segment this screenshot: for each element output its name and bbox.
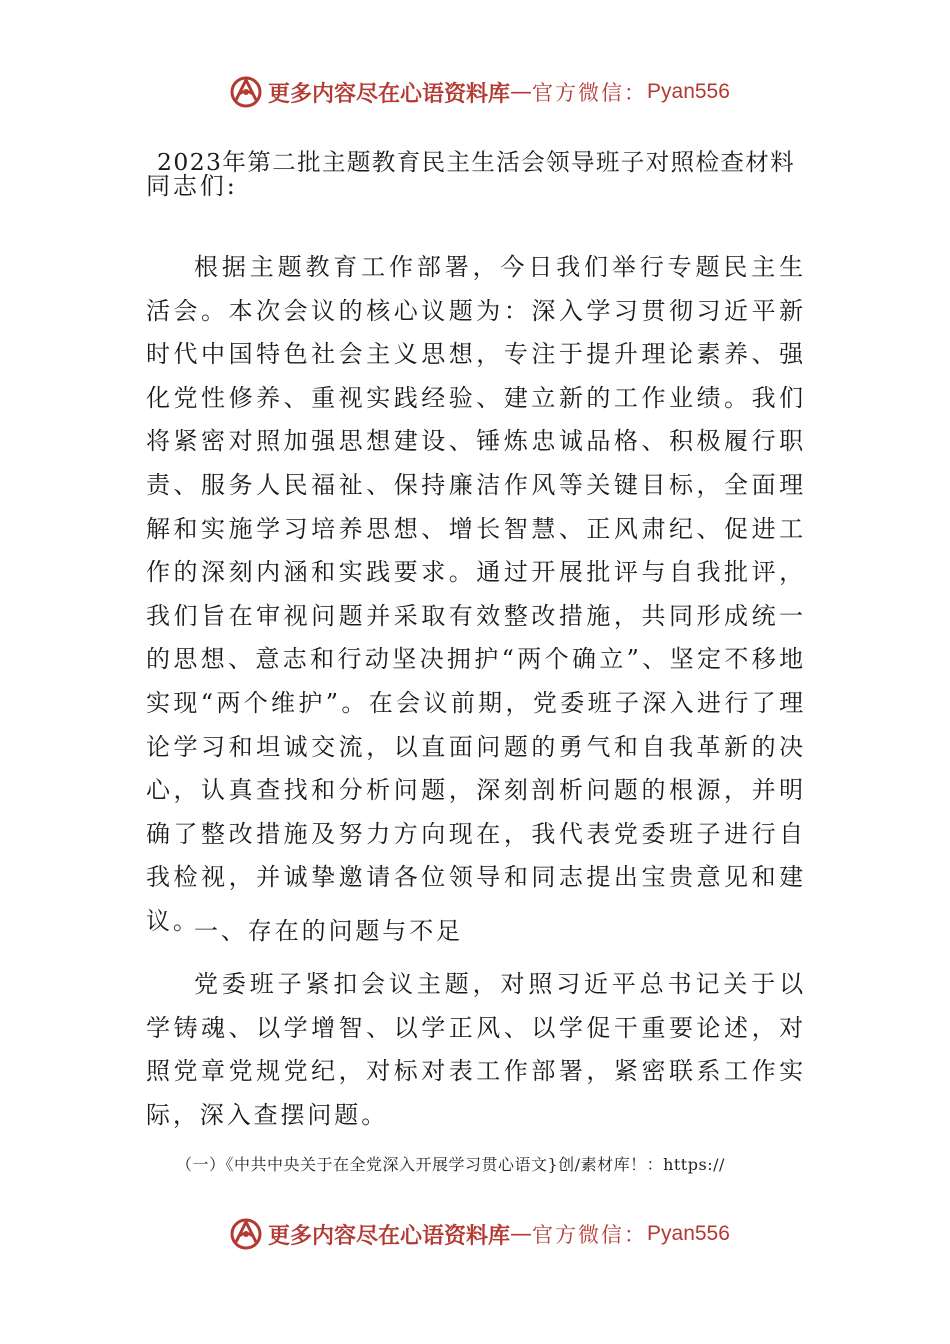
banner-wechat-id: Pyan556 <box>647 1222 730 1245</box>
banner-dash: — <box>510 79 533 105</box>
banner-wechat-label: 官方微信： <box>532 1223 648 1247</box>
header-banner <box>228 72 730 112</box>
section-paragraph: 党委班子紧扣会议主题，对照习近平总书记关于以学铸魂、以学增智、以学正风、以学促干重要论述，对照党章党规党纪，对标对表工作部署，紧密联系工作实际，深入查摆问题。 <box>146 970 806 1129</box>
banner-wechat-id: Pyan556 <box>647 80 730 103</box>
greeting: 同志们: <box>146 172 238 200</box>
section-heading: 一、存在的问题与不足 <box>194 917 463 945</box>
banner-wechat-label: 官方微信： <box>532 81 648 105</box>
intro-paragraph: 根据主题教育工作部署，今日我们举行专题民主生活会。本次会议的核心议题为：深入学习贯彻习近平新时代中国特色社会主义思想，专注于提升理论素养、强化党性修养、重视实践经验、建立新的工作业绩。我们将紧密对照加强思想建设、锤炼忠诚品格、积极履行职责、服务人民福祉、保持廉洁作风等关键目标，全面理解和实施学习培养思想、增长智慧、正风肃纪、促进工作的深刻内涵和实践要求。通过开展批评与自我批评，我们旨在审视问题并采取有效整改措施，共同形成统一的思想、意志和行动坚决拥护“两个确立”、坚定不移地实现“两个维护”。在会议前期，党委班子深入进行了理论学习和坦诚交流，以直面问题的勇气和自我革新的决心，认真查找和分析问题，深刻剖析问题的根源，并明确了整改措施及努力方向现在，我代表党委班子进行自我检视，并诚挚邀请各位领导和同志提出宝贵意见和建议。 <box>146 253 806 935</box>
footer-banner <box>228 1214 730 1254</box>
footnote: （一）《中共中央关于在全党深入开展学习贯心语文}创/素材库！：https:// <box>176 1155 725 1174</box>
banner-dash: — <box>510 1221 533 1247</box>
logo-icon <box>228 74 264 110</box>
banner-brand: 更多内容尽在心语资料库 <box>268 81 511 107</box>
logo-icon <box>228 1216 264 1252</box>
document-title: 2023年第二批主题教育民主生活会领导班子对照检查材料 <box>157 148 796 176</box>
banner-brand: 更多内容尽在心语资料库 <box>268 1223 511 1249</box>
